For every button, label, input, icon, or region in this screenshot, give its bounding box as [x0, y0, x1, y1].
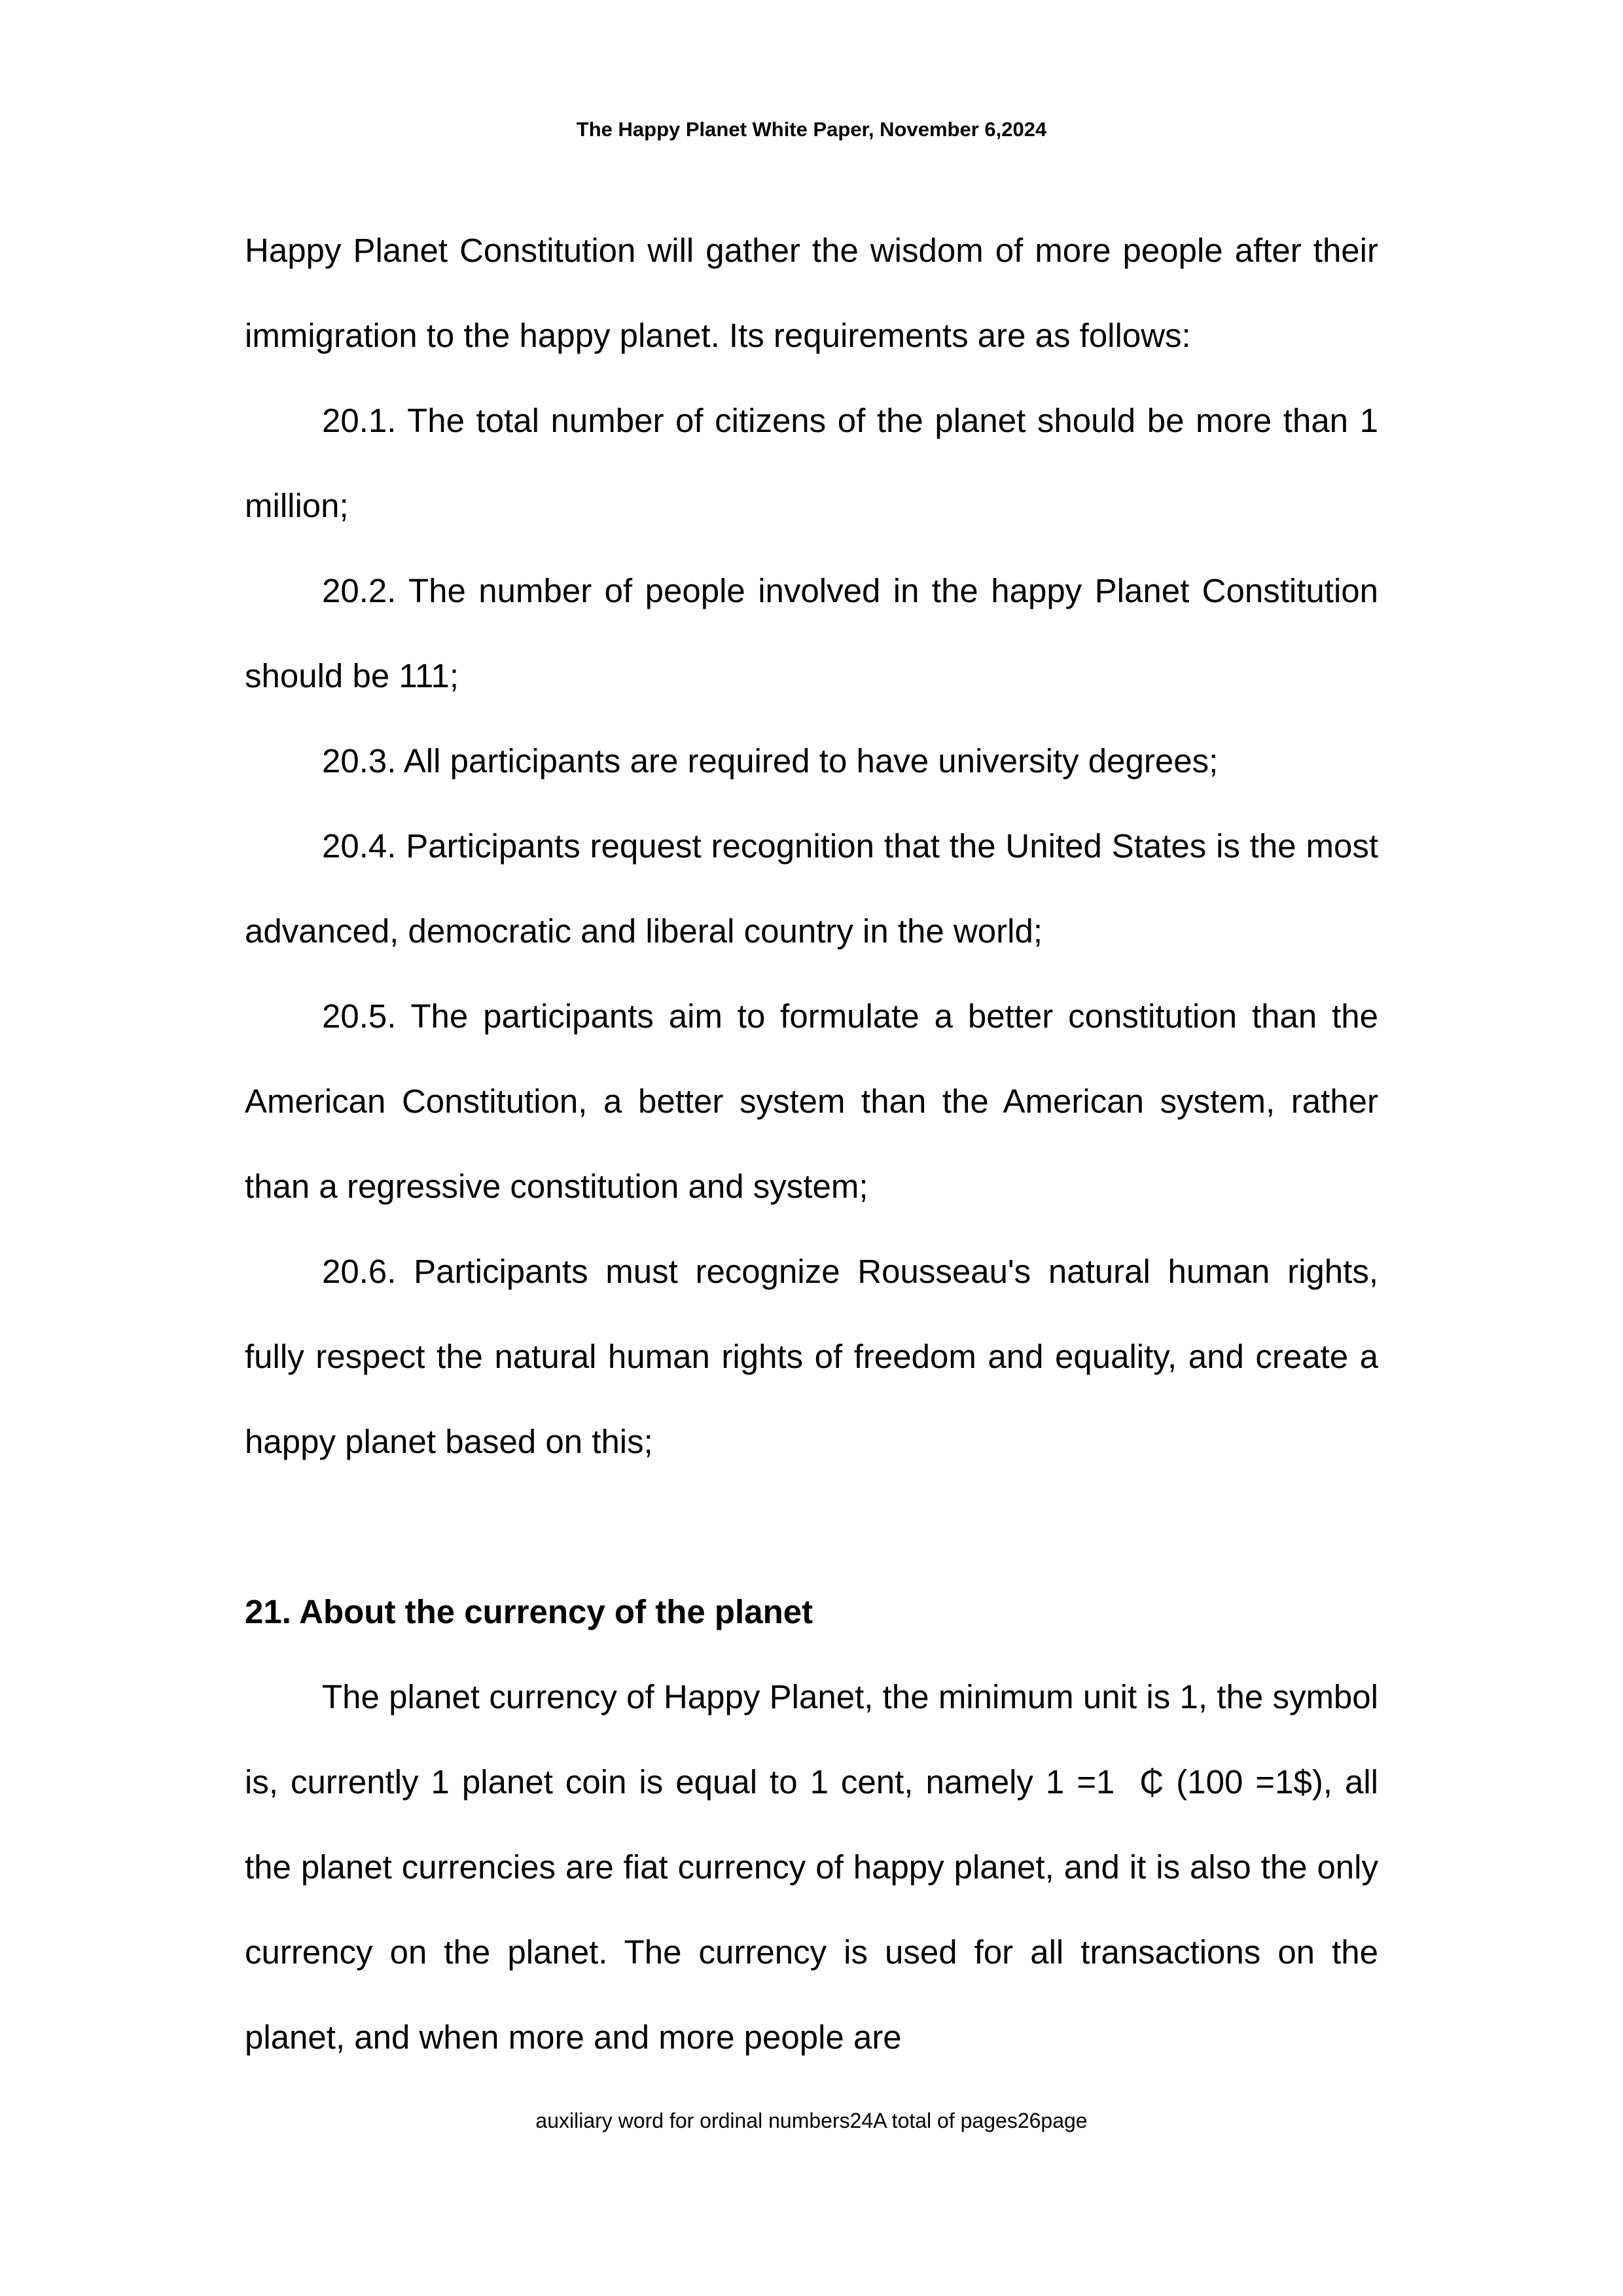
document-body	[245, 208, 1378, 2080]
currency-paragraph: The planet currency of Happy Planet, the minimum unit is 1, the symbol is, currently 1 planet coin is equal to 1 cent, namely 1 =1 ₵ (100 =1$), all the planet currencies are fiat currency of happy planet, and it is also the only currency on the planet. The currency is used for all transactions on the planet, and when more and more people are	[245, 1678, 1378, 2056]
requirement-20-6: 20.6. Participants must recognize Rousseau's natural human rights, fully respect the natural human rights of freedom and equality, and create a happy planet based on this;	[245, 1253, 1378, 1460]
intro-paragraph: Happy Planet Constitution will gather the wisdom of more people after their immigration to the happy planet. Its requirements are as follows:	[245, 232, 1378, 354]
section-heading: 21. About the currency of the planet	[245, 1593, 813, 1630]
requirement-20-3: 20.3. All participants are required to have university degrees;	[322, 742, 1219, 780]
requirement-20-5: 20.5. The participants aim to formulate a better constitution than the American Constitution, a better system than the American system, rather than a regressive constitution and system;	[245, 997, 1378, 1205]
requirement-20-2: 20.2. The number of people involved in the happy Planet Constitution should be 111;	[245, 572, 1378, 694]
page-footer: auxiliary word for ordinal numbers24A total of pages26page	[535, 2109, 1088, 2132]
requirement-20-4: 20.4. Participants request recognition that the United States is the most advanced, democratic and liberal country in the world;	[245, 827, 1378, 950]
requirement-20-1: 20.1. The total number of citizens of the planet should be more than 1 million;	[245, 402, 1378, 524]
page-header: The Happy Planet White Paper, November 6,2024	[576, 118, 1047, 141]
